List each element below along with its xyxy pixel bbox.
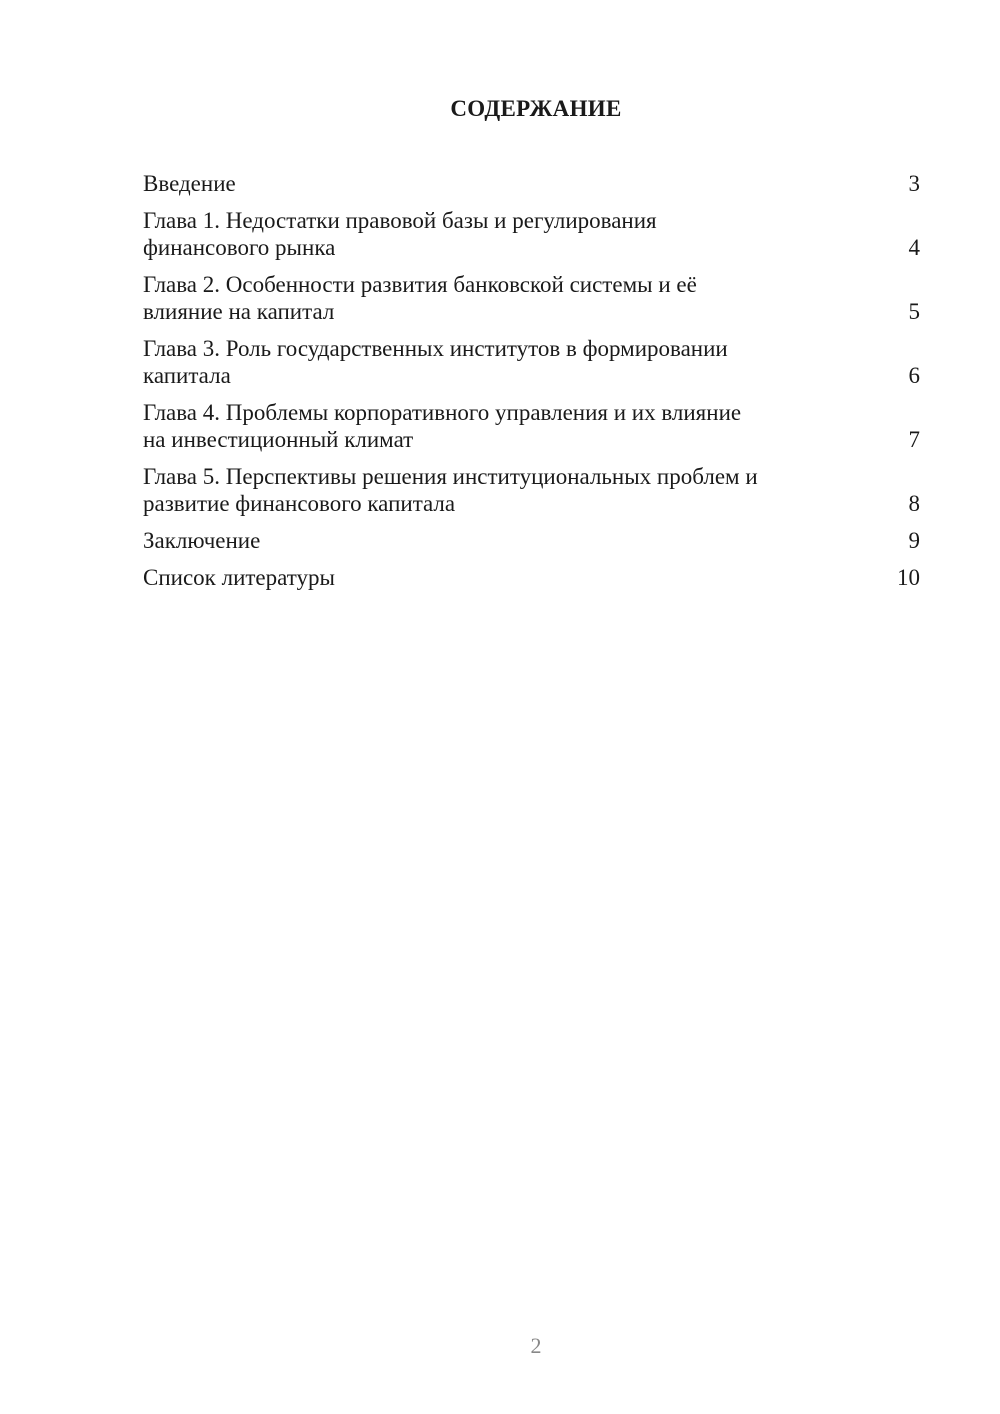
page-number: 2: [530, 1333, 542, 1358]
toc-entry-introduction[interactable]: [143, 170, 920, 197]
toc-entry-page: 4: [908, 235, 920, 260]
toc-entry-conclusion[interactable]: [143, 527, 920, 554]
toc-entry-chapter-1[interactable]: [143, 207, 920, 261]
toc-entry-page: 5: [908, 299, 920, 324]
toc-list: [143, 170, 920, 601]
toc-entry-text: Заключение: [143, 528, 261, 553]
toc-entry-text: Введение: [143, 171, 236, 196]
toc-entry-chapter-2[interactable]: [143, 271, 920, 325]
toc-entry-text: Глава 3. Роль государственных институтов в формировании капитала: [143, 336, 728, 388]
toc-entry-page: 7: [908, 427, 920, 452]
toc-entry-page: 8: [908, 491, 920, 516]
toc-entry-text: Глава 4. Проблемы корпоративного управления и их влияние на инвестиционный климат: [143, 400, 742, 452]
toc-entry-page: 3: [908, 171, 920, 196]
toc-entry-chapter-5[interactable]: [143, 463, 920, 517]
toc-entry-chapter-3[interactable]: [143, 335, 920, 389]
toc-entry-bibliography[interactable]: [143, 564, 920, 591]
toc-entry-text: Глава 5. Перспективы решения институциональных проблем и развитие финансового капитала: [143, 464, 758, 516]
toc-entry-chapter-4[interactable]: [143, 399, 920, 453]
toc-entry-text: Список литературы: [143, 565, 335, 590]
toc-entry-text: Глава 1. Недостатки правовой базы и регулирования финансового рынка: [143, 208, 657, 260]
toc-entry-text: Глава 2. Особенности развития банковской системы и её влияние на капитал: [143, 272, 697, 324]
toc-entry-page: 9: [908, 528, 920, 553]
toc-entry-page: 6: [908, 363, 920, 388]
toc-entry-page: 10: [897, 565, 920, 590]
toc-title: СОДЕРЖАНИЕ: [450, 96, 622, 121]
